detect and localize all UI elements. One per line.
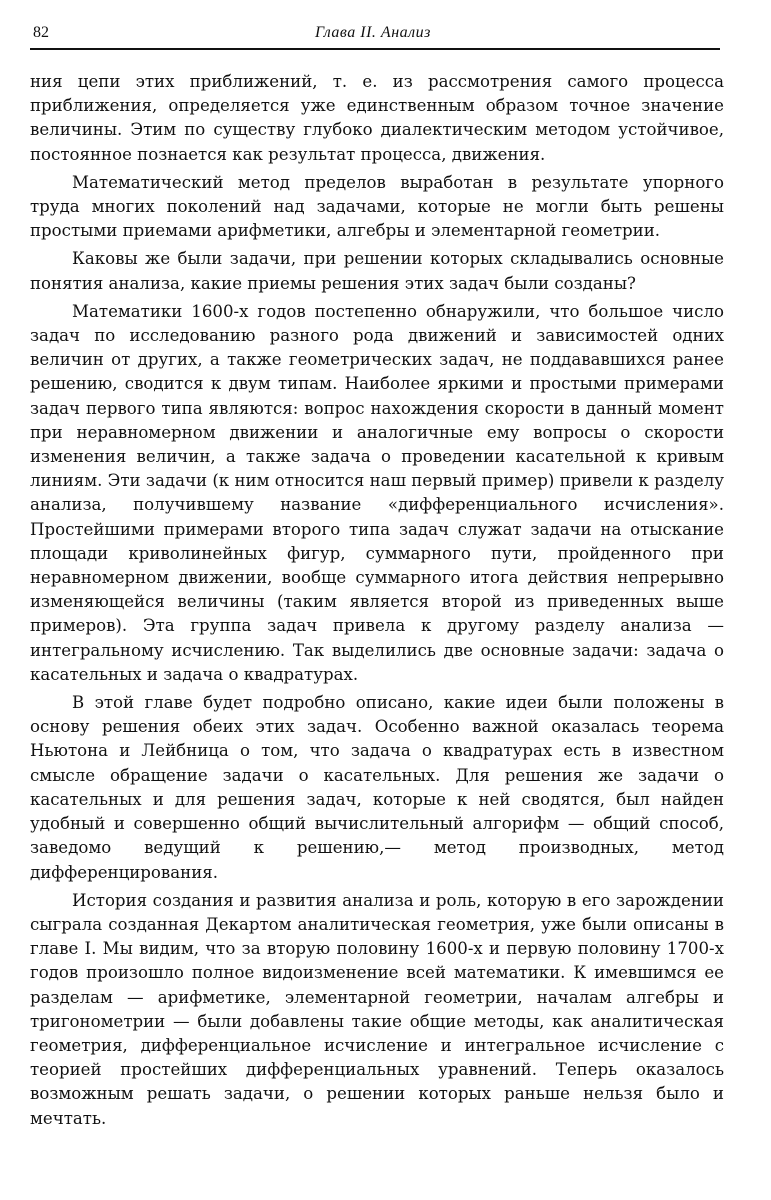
running-header	[30, 22, 720, 50]
paragraph-1: ния цепи этих приближений, т. е. из рассмотрения самого процесса приближения, определяется уже единственным образом точное значение величины. Этим по существу глубоко диалектическим методом устойчивое, постоянное познается как результат процесса, движения.	[30, 72, 724, 164]
paragraph-6: История создания и развития анализа и роль, которую в его зарождении сыграла созданная Декартом аналитическая геометрия, уже были описаны в главе I. Мы видим, что за вторую половину 1600-х и первую половину 1700-х годов произошло полное видоизменение всей математики. К имевшимся ее разделам — арифметике, элементарной геометрии, началам алгебры и тригонометрии — были добавлены такие общие методы, как аналитическая геометрия, дифференциальное исчисление и интегральное исчисление с теорией простейших дифференциальных уравнений. Теперь оказалось возможным решать задачи, о решении которых раньше нельзя было и мечтать.	[30, 890, 724, 1128]
chapter-title: Глава II. Анализ	[315, 24, 431, 41]
body-text	[30, 70, 724, 1135]
paragraph-5: В этой главе будет подробно описано, какие идеи были положены в основу решения обеих этих задач. Особенно важной оказалась теорема Ньютона и Лейбница о том, что задача о квадратурах есть в известном смысле обращение задачи о касательных. Для решения же задачи о касательных и для решения задач, которые к ней сводятся, был найден удобный и совершенно общий вычислительный алгорифм — общий способ, заведомо ведущий к решению,— метод производных, метод дифференцирования.	[30, 693, 724, 882]
paragraph-3: Каковы же были задачи, при решении которых складывались основные понятия анализа, какие приемы решения этих задач были созданы?	[30, 249, 724, 293]
paragraph-2: Математический метод пределов выработан в результате упорного труда многих поколений над задачами, которые не могли быть решены простыми приемами арифметики, алгебры и элементарной геометрии.	[30, 172, 724, 241]
paragraph-4: Математики 1600-х годов постепенно обнаружили, что большое число задач по исследованию разного рода движений и зависимостей одних величин от других, а также геометрических задач, не поддававшихся ранее решению, сводится к двум типам. Наиболее яркими и простыми примерами задач первого типа являются: вопрос нахождения скорости в данный момент при неравномерном движении и аналогичные ему вопросы о скорости изменения величин, а также задача о проведении касательной к кривым линиям. Эти задачи (к ним относится наш первый пример) привели к разделу анализа, получившему название «дифференциального исчисления». Простейшими примерами второго типа задач служат задачи на отыскание площади криволинейных фигур, суммарного пути, пройденного при неравномерном движении, вообще суммарного итога действия непрерывно изменяющейся величины (таким является второй из приведенных выше примеров). Эта группа задач привела к другому разделу анализа — интегральному исчислению. Так выделились две основные задачи: задача о касательных и задача о квадратурах.	[30, 301, 724, 684]
page-number: 82	[33, 24, 49, 41]
